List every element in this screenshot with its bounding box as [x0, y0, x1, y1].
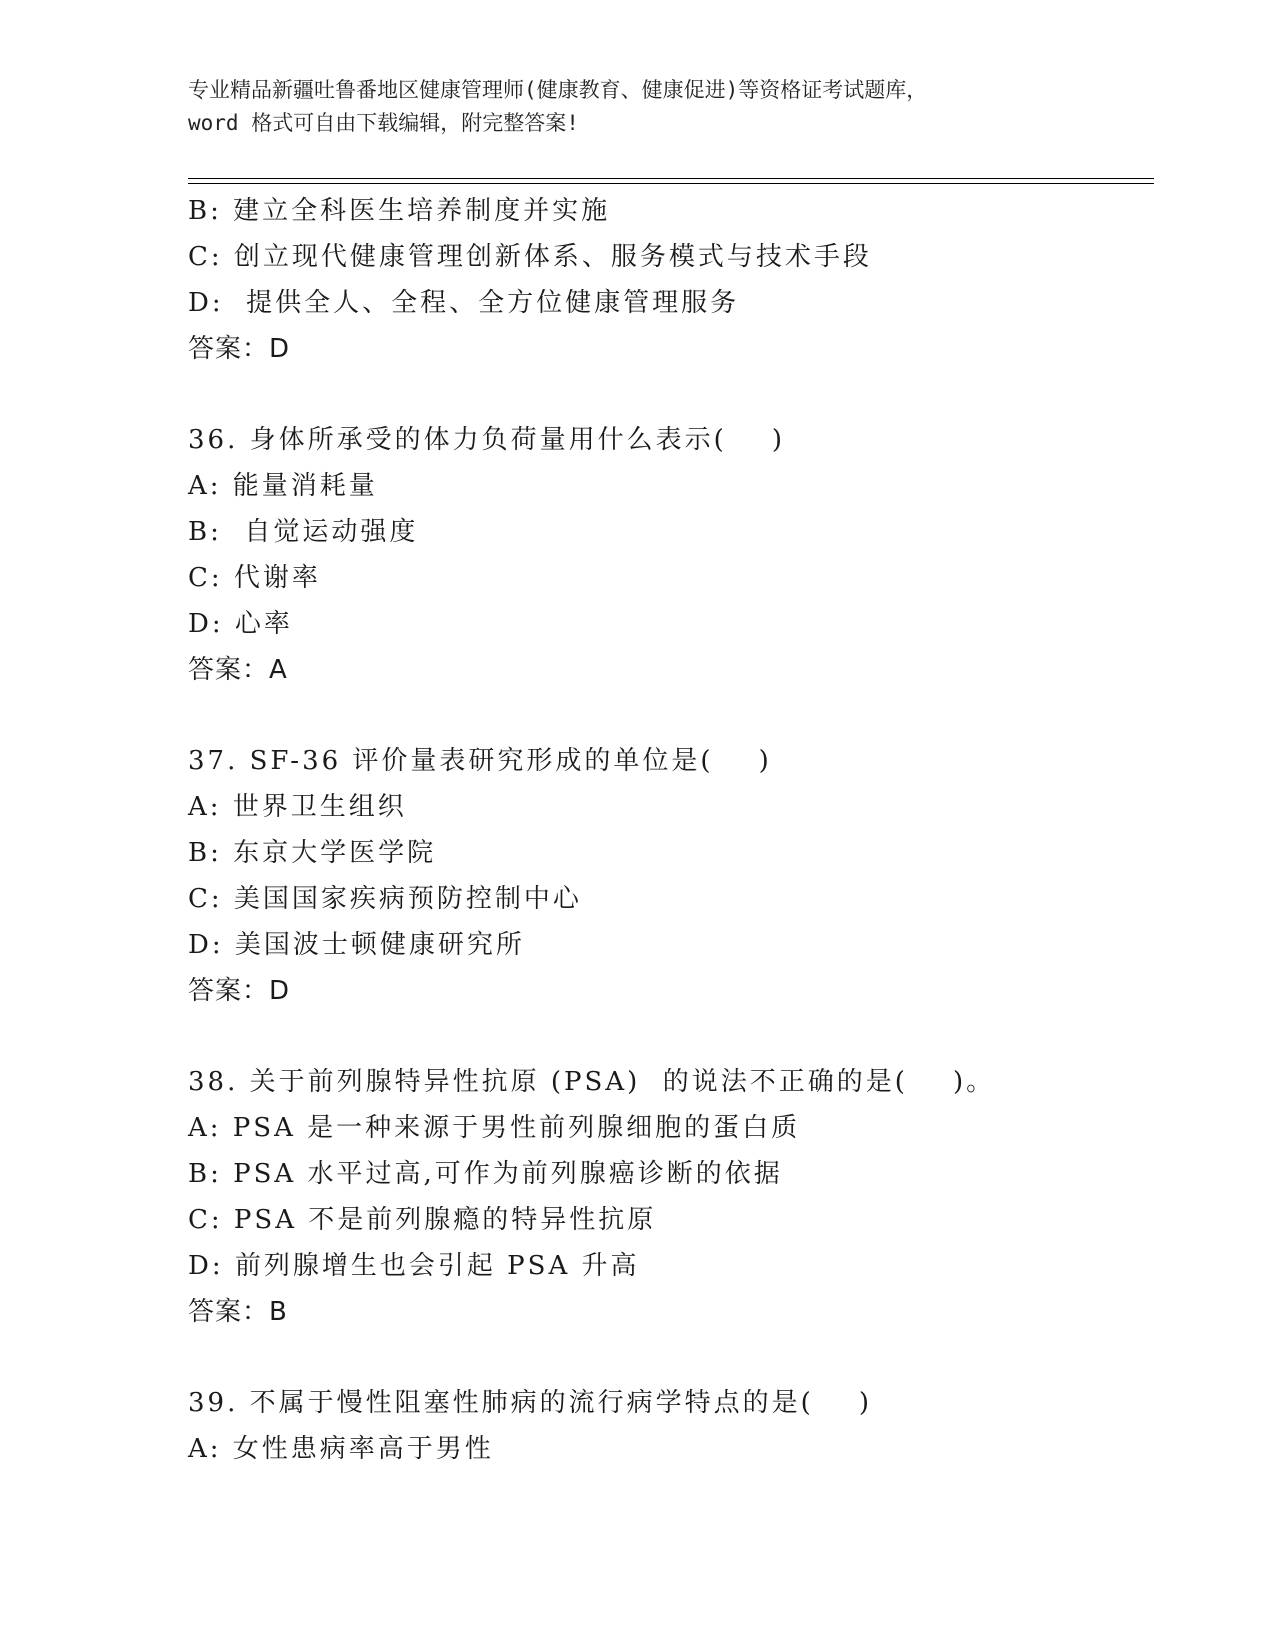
option-d: D: 前列腺增生也会引起 PSA 升高 — [188, 1251, 640, 1281]
answer-text: 答案：D — [188, 334, 291, 364]
option-a: A: 世界卫生组织 — [188, 792, 407, 822]
question-block — [188, 1059, 1154, 1335]
option-b: B: 自觉运动强度 — [188, 517, 419, 547]
option-a: A: 能量消耗量 — [188, 471, 378, 501]
question-list — [188, 188, 1154, 1472]
option-a: A: PSA 是一种来源于男性前列腺细胞的蛋白质 — [188, 1113, 801, 1143]
header-rule-top — [188, 178, 1154, 179]
question-block — [188, 738, 1154, 1014]
question-stem: 37. SF-36 评价量表研究形成的单位是( ) — [188, 746, 772, 776]
option-c: C: 创立现代健康管理创新体系、服务模式与技术手段 — [188, 242, 872, 272]
answer-text: 答案：D — [188, 976, 291, 1006]
spacer — [188, 1335, 1154, 1380]
question-block — [188, 417, 1154, 693]
option-c: C: 美国国家疾病预防控制中心 — [188, 884, 582, 914]
header-rule-bottom — [188, 183, 1154, 184]
question-stem: 36. 身体所承受的体力负荷量用什么表示( ) — [188, 425, 785, 455]
option-c: C: PSA 不是前列腺瘾的特异性抗原 — [188, 1205, 657, 1235]
option-c: C: 代谢率 — [188, 563, 321, 593]
option-b: B: 东京大学医学院 — [188, 838, 437, 868]
spacer — [188, 372, 1154, 417]
header-line-1: 专业精品新疆吐鲁番地区健康管理师(健康教育、健康促进)等资格证考试题库， — [188, 78, 928, 102]
option-d: D: 美国波士顿健康研究所 — [188, 930, 525, 960]
header-line-2: word 格式可自由下载编辑，附完整答案! — [188, 111, 579, 135]
option-d: D: 心率 — [188, 609, 293, 639]
answer-text: 答案：A — [188, 655, 288, 685]
answer-text: 答案：B — [188, 1297, 288, 1327]
question-stem: 38. 关于前列腺特异性抗原 (PSA) 的说法不正确的是( )。 — [188, 1067, 996, 1097]
option-a: A: 女性患病率高于男性 — [188, 1434, 494, 1464]
spacer — [188, 1014, 1154, 1059]
document-header — [188, 74, 1088, 140]
option-d: D: 提供全人、全程、全方位健康管理服务 — [188, 288, 740, 318]
question-block — [188, 1380, 1154, 1472]
question-stem: 39. 不属于慢性阻塞性肺病的流行病学特点的是( ) — [188, 1388, 872, 1418]
option-b: B: 建立全科医生培养制度并实施 — [188, 196, 611, 226]
question-block — [188, 188, 1154, 372]
option-b: B: PSA 水平过高,可作为前列腺癌诊断的依据 — [188, 1159, 783, 1189]
spacer — [188, 693, 1154, 738]
